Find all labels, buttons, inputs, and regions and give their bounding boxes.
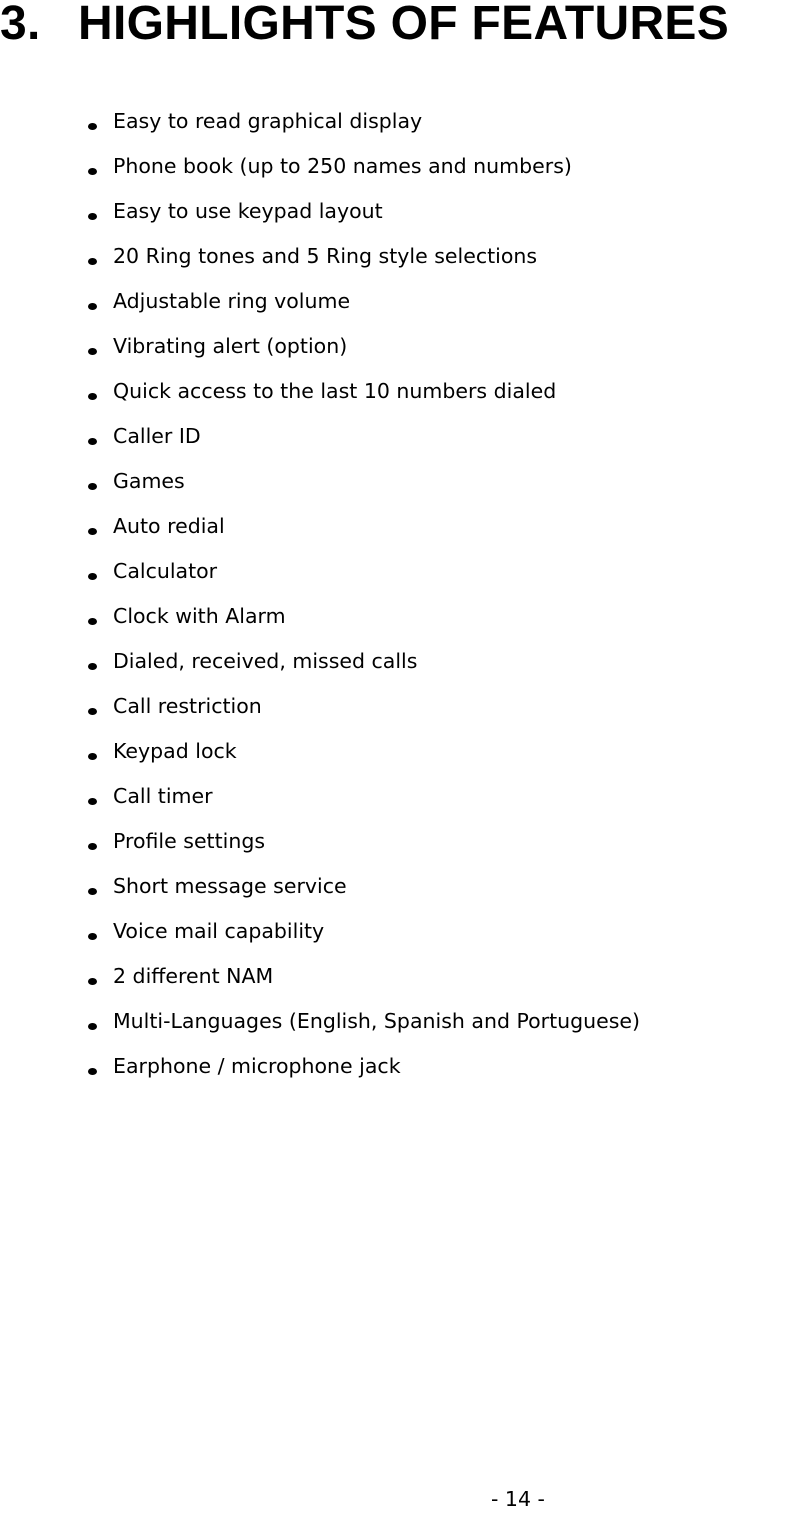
section-heading: [0, 0, 729, 52]
feature-text: 20 Ring tones and 5 Ring style selections: [113, 244, 538, 268]
feature-text: Phone book (up to 250 names and numbers): [113, 154, 572, 178]
feature-item: [88, 286, 640, 331]
feature-text: Short message service: [113, 874, 347, 898]
bullet-icon: [88, 618, 97, 625]
bullet-icon: [88, 438, 97, 445]
feature-item: [88, 826, 640, 871]
feature-item: [88, 601, 640, 646]
feature-item: [88, 916, 640, 961]
feature-text: Earphone / microphone jack: [113, 1054, 401, 1078]
bullet-icon: [88, 483, 97, 490]
feature-item: [88, 241, 640, 286]
feature-text: Caller ID: [113, 424, 201, 448]
feature-item: [88, 466, 640, 511]
feature-text: Auto redial: [113, 514, 225, 538]
feature-text: Adjustable ring volume: [113, 289, 351, 313]
bullet-icon: [88, 528, 97, 535]
feature-item: [88, 691, 640, 736]
feature-item: [88, 196, 640, 241]
bullet-icon: [88, 573, 97, 580]
page-number: - 14 -: [491, 1487, 545, 1511]
feature-item: [88, 1051, 640, 1096]
feature-item: [88, 376, 640, 421]
feature-text: Clock with Alarm: [113, 604, 286, 628]
feature-item: [88, 1006, 640, 1051]
bullet-icon: [88, 213, 97, 220]
bullet-icon: [88, 258, 97, 265]
feature-text: Profile settings: [113, 829, 266, 853]
bullet-icon: [88, 348, 97, 355]
bullet-icon: [88, 168, 97, 175]
feature-text: Dialed, received, missed calls: [113, 649, 418, 673]
bullet-icon: [88, 1023, 97, 1030]
bullet-icon: [88, 978, 97, 985]
features-list: [88, 106, 640, 1096]
bullet-icon: [88, 393, 97, 400]
feature-text: 2 different NAM: [113, 964, 274, 988]
bullet-icon: [88, 888, 97, 895]
feature-text: Keypad lock: [113, 739, 237, 763]
feature-item: [88, 421, 640, 466]
feature-text: Voice mail capability: [113, 919, 325, 943]
section-title: HIGHLIGHTS OF FEATURES: [78, 0, 730, 50]
bullet-icon: [88, 843, 97, 850]
bullet-icon: [88, 933, 97, 940]
feature-text: Multi-Languages (English, Spanish and Portuguese): [113, 1009, 641, 1033]
feature-text: Vibrating alert (option): [113, 334, 348, 358]
feature-item: [88, 646, 640, 691]
feature-text: Call restriction: [113, 694, 262, 718]
feature-item: [88, 331, 640, 376]
feature-text: Games: [113, 469, 185, 493]
bullet-icon: [88, 303, 97, 310]
feature-item: [88, 511, 640, 556]
bullet-icon: [88, 663, 97, 670]
feature-text: Quick access to the last 10 numbers dialed: [113, 379, 557, 403]
feature-item: [88, 781, 640, 826]
feature-item: [88, 556, 640, 601]
section-number: 3.: [0, 0, 41, 50]
feature-item: [88, 106, 640, 151]
feature-text: Easy to use keypad layout: [113, 199, 383, 223]
bullet-icon: [88, 798, 97, 805]
feature-item: [88, 871, 640, 916]
feature-text: Easy to read graphical display: [113, 109, 423, 133]
feature-text: Call timer: [113, 784, 213, 808]
feature-text: Calculator: [113, 559, 218, 583]
bullet-icon: [88, 753, 97, 760]
bullet-icon: [88, 1068, 97, 1075]
feature-item: [88, 151, 640, 196]
bullet-icon: [88, 123, 97, 130]
feature-item: [88, 736, 640, 781]
feature-item: [88, 961, 640, 1006]
bullet-icon: [88, 708, 97, 715]
